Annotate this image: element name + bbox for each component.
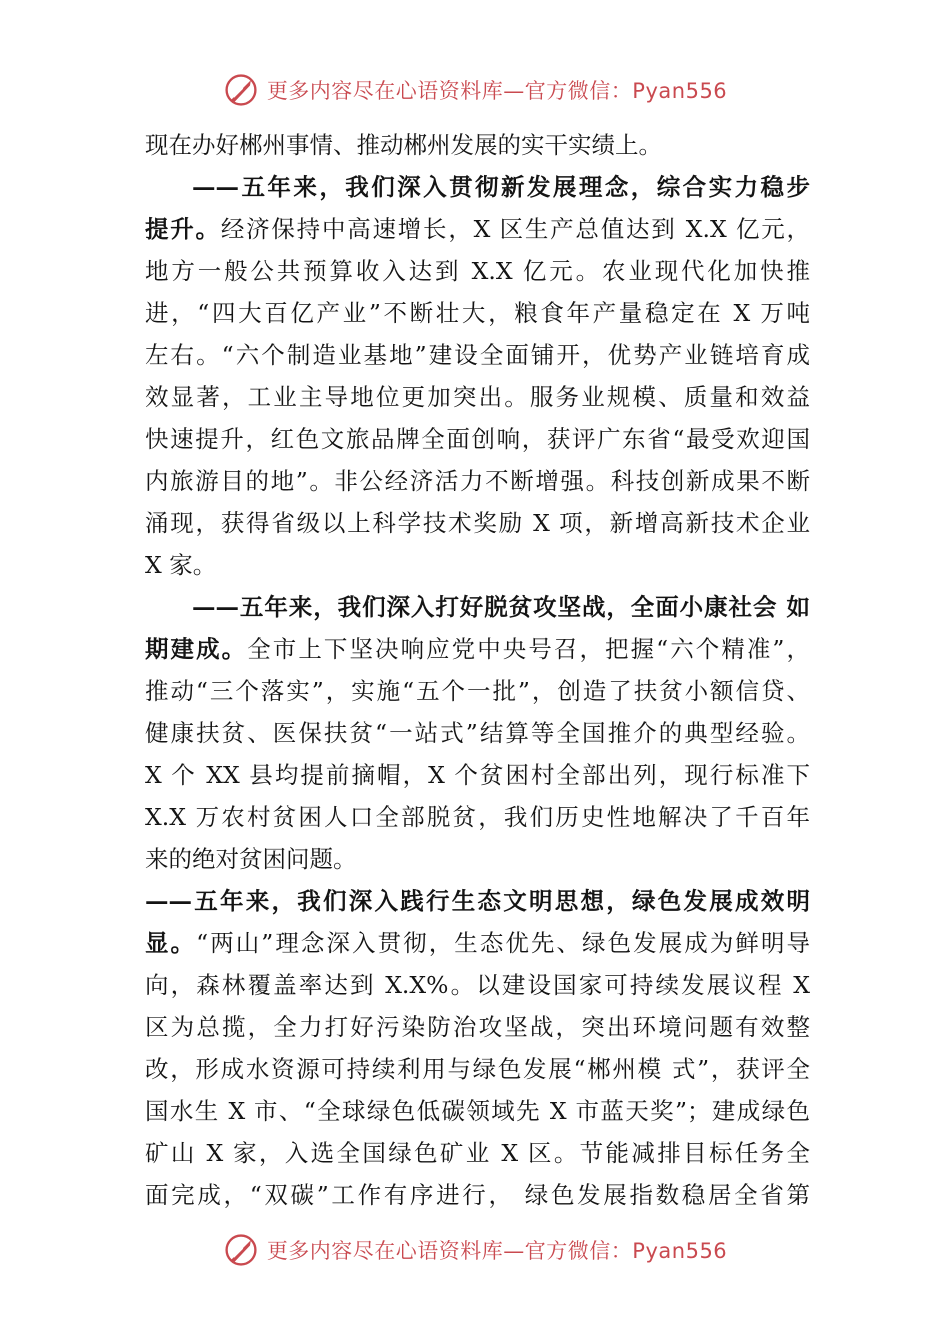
watermark-header <box>0 68 950 112</box>
text-line <box>145 1090 810 1132</box>
text-line <box>145 1006 810 1048</box>
text-line <box>145 712 810 754</box>
bold-heading: ——五年来，我们深入贯彻新发展理念，综合实力稳步 <box>192 173 810 201</box>
body-text: 涌现，获得省级以上科学技术奖励 X 项，新增高新技术企业 <box>145 509 810 537</box>
text-line <box>145 334 810 376</box>
body-text: 快速提升，红色文旅品牌全面创响，获评广东省“最受欢迎国 <box>145 425 810 453</box>
text-line <box>145 502 810 544</box>
text-line <box>145 964 810 1006</box>
bold-heading: 显。 <box>145 929 197 957</box>
bold-heading: 提升。 <box>145 215 221 243</box>
text-line <box>145 922 810 964</box>
document-body <box>145 124 810 1216</box>
text-line <box>145 208 810 250</box>
pen-nib-icon <box>223 1232 259 1268</box>
text-line <box>145 1174 810 1216</box>
body-text: X.X 万农村贫困人口全部脱贫，我们历史性地解决了千百年 <box>145 803 810 831</box>
text-line <box>145 586 810 628</box>
body-text: 进，“四大百亿产业”不断壮大，粮食年产量稳定在 X 万吨 <box>145 299 810 327</box>
text-line <box>145 880 810 922</box>
text-line <box>145 124 810 166</box>
body-text: 面完成，“双碳”工作有序进行， 绿色发展指数稳居全省第 <box>145 1181 810 1209</box>
text-line <box>145 376 810 418</box>
watermark-text: 更多内容尽在心语资料库—官方微信：Pyan556 <box>266 1239 728 1263</box>
text-line <box>145 754 810 796</box>
body-text: “两山”理念深入贯彻，生态优先、绿色发展成为鲜明导 <box>196 929 810 957</box>
body-text: 地方一般公共预算收入达到 X.X 亿元。农业现代化加快推 <box>145 257 810 285</box>
watermark-text: 更多内容尽在心语资料库—官方微信：Pyan556 <box>266 79 728 103</box>
text-line <box>145 250 810 292</box>
text-line <box>145 1132 810 1174</box>
body-text: 改，形成水资源可持续利用与绿色发展“郴州模 式”，获评全 <box>145 1055 810 1083</box>
text-line <box>145 418 810 460</box>
body-text: 健康扶贫、医保扶贫“一站式”结算等全国推介的典型经验。 <box>145 719 810 747</box>
body-text: X 个 XX 县均提前摘帽，X 个贫困村全部出列，现行标准下 <box>145 761 810 789</box>
text-line <box>145 292 810 334</box>
body-text: 全市上下坚决响应党中央号召，把握“六个精准”， <box>247 635 810 663</box>
bold-heading: ——五年来，我们深入打好脱贫攻坚战，全面小康社会 如 <box>192 593 810 621</box>
text-line <box>145 796 810 838</box>
pen-nib-icon <box>223 72 259 108</box>
body-text: 矿山 X 家，入选全国绿色矿业 X 区。节能减排目标任务全 <box>145 1139 810 1167</box>
bold-heading: ——五年来，我们深入践行生态文明思想，绿色发展成效明 <box>145 887 810 915</box>
text-line <box>145 670 810 712</box>
body-text: 左右。“六个制造业基地”建设全面铺开，优势产业链培育成 <box>145 341 810 369</box>
text-line <box>145 460 810 502</box>
body-text: 现在办好郴州事情、推动郴州发展的实干实绩上。 <box>145 131 662 159</box>
body-text: 来的绝对贫困问题。 <box>145 845 357 873</box>
body-text: 内旅游目的地”。非公经济活力不断增强。科技创新成果不断 <box>145 467 810 495</box>
body-text: 推动“三个落实”，实施“五个一批”，创造了扶贫小额信贷、 <box>145 677 810 705</box>
text-line <box>145 166 810 208</box>
text-line <box>145 544 810 586</box>
watermark-footer <box>0 1228 950 1272</box>
body-text: 向，森林覆盖率达到 X.X%。以建设国家可持续发展议程 X <box>145 971 810 999</box>
text-line <box>145 628 810 670</box>
text-line <box>145 1048 810 1090</box>
body-text: 区为总揽，全力打好污染防治攻坚战，突出环境问题有效整 <box>145 1013 810 1041</box>
text-line <box>145 838 810 880</box>
body-text: 经济保持中高速增长，X 区生产总值达到 X.X 亿元， <box>220 215 810 243</box>
bold-heading: 期建成。 <box>145 635 248 663</box>
body-text: 效显著，工业主导地位更加突出。服务业规模、质量和效益 <box>145 383 810 411</box>
body-text: X 家。 <box>145 551 217 579</box>
body-text: 国水生 X 市、“全球绿色低碳领域先 X 市蓝天奖”；建成绿色 <box>145 1097 810 1125</box>
